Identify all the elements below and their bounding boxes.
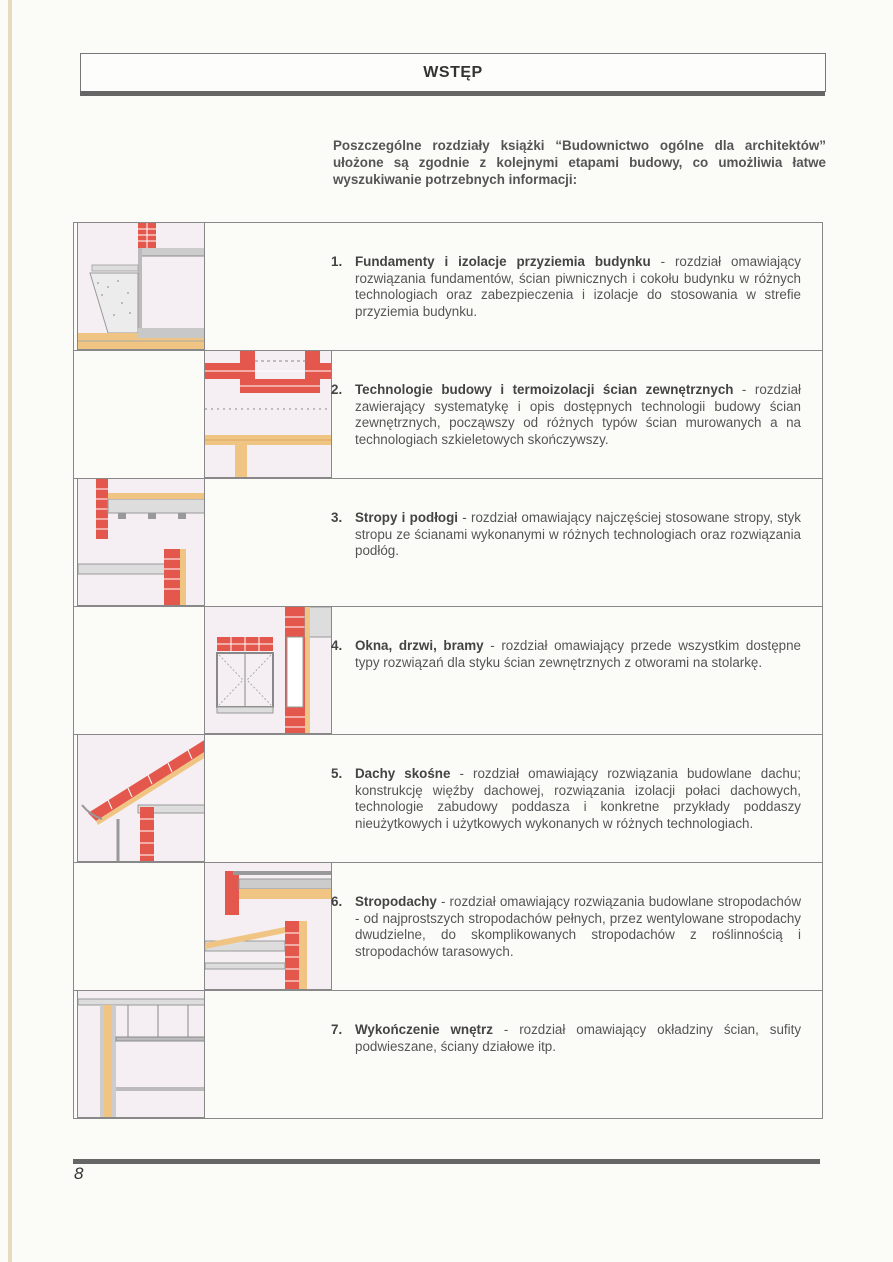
header-rule	[80, 91, 825, 96]
page-number: 8	[74, 1164, 84, 1183]
chapter-item-5	[73, 734, 823, 862]
chapter-description: - rozdział omawiający rozwiązania budowlane stropodachów - od najprostszych stropodachów pełnych, przez wentylowane stropodachy dwudzielne, do skomplikowanych stropodachów z roślinnością i stropodachów tarasowych.	[355, 894, 801, 959]
chapter-description: - rozdział omawiający rozwiązania fundamentów, ścian piwnicznych i cokołu budynku w różnych technologiach oraz zabezpieczenia i izolacje do stosowania w strefie przyziemia budynku.	[355, 254, 801, 319]
chapter-item-7	[73, 990, 823, 1118]
chapter-item-1	[73, 222, 823, 350]
chapter-text-7	[331, 1022, 802, 1055]
chapter-description: - rozdział omawiający rozwiązania budowlane dachu; konstrukcję więźby dachowej, rozwiązania izolacji połaci dachowych, technologie zabudowy poddasza i konkretne przykłady poddaszy nieużytkowych i użytkowych wykonanych w różnych technologiach.	[355, 766, 801, 831]
chapter-number: 4.	[331, 638, 343, 653]
flat-roof-diagram	[204, 862, 332, 990]
chapter-text-3	[331, 510, 801, 560]
chapter-title: Stropy i podłogi	[355, 510, 459, 525]
chapter-number: 3.	[331, 510, 343, 525]
pitched-roof-diagram	[77, 734, 205, 862]
chapter-item-2	[73, 350, 823, 478]
chapter-text-1	[331, 254, 801, 320]
chapter-text-2	[331, 382, 802, 448]
chapter-item-6	[73, 862, 823, 990]
chapter-number: 6.	[331, 894, 343, 909]
chapter-number: 7.	[331, 1022, 343, 1037]
foundation-diagram	[77, 222, 205, 350]
chapter-title: Technologie budowy i termoizolacji ścian zewnętrznych	[355, 382, 734, 397]
chapter-number: 2.	[331, 382, 343, 397]
chapter-title: Fundamenty i izolacje przyziemia budynku	[355, 254, 651, 269]
frame-bottom-line	[73, 1118, 823, 1119]
chapter-description: - rozdział omawiający przede wszystkim dostępne typy rozwiązań dla styku ścian zewnętrznych z otworami na stolarkę.	[355, 638, 801, 670]
item-divider	[73, 350, 823, 351]
item-divider	[73, 606, 823, 607]
intro-paragraph: Poszczególne rozdziały książki “Budownictwo ogólne dla architektów” ułożone są zgodnie z kolejnymi etapami budowy, co umożliwia łatwe wyszukiwanie potrzebnych informacji:	[333, 138, 826, 187]
chapter-number: 1.	[331, 254, 343, 269]
chapter-text-5	[331, 766, 801, 832]
chapter-description: - rozdział zawierający systematykę i opis dostępnych technologii budowy ścian zewnętrznych, począwszy od różnych typów ścian murowanych a na technologiach szkieletowych skończywszy.	[355, 382, 802, 447]
chapter-title: Dachy skośne	[355, 766, 451, 781]
chapter-description: - rozdział omawiający okładziny ścian, sufity podwieszane, ściany działowe itp.	[355, 1022, 802, 1054]
chapter-item-3	[73, 478, 823, 606]
chapter-number: 5.	[331, 766, 343, 781]
chapter-text-6	[331, 894, 801, 960]
chapter-title: Okna, drzwi, bramy	[355, 638, 484, 653]
page-edge-strip	[8, 0, 12, 1262]
window-opening-diagram	[204, 606, 332, 734]
interior-finish-diagram	[77, 990, 205, 1118]
chapter-list	[73, 222, 823, 1119]
floor-slab-diagram	[77, 478, 205, 606]
wall-insulation-diagram	[204, 350, 332, 478]
header-box	[80, 53, 826, 92]
chapter-title: Stropodachy	[355, 894, 437, 909]
footer-rule	[73, 1159, 820, 1164]
item-divider	[73, 862, 823, 863]
chapter-text-4	[331, 638, 801, 671]
chapter-item-4	[73, 606, 823, 734]
chapter-description: - rozdział omawiający najczęściej stosowane stropy, styk stropu ze ścianami wykonanymi w różnych technologiach oraz rozwiązania podłóg.	[355, 510, 801, 558]
chapter-title: Wykończenie wnętrz	[355, 1022, 493, 1037]
page-title: WSTĘP	[423, 64, 483, 81]
